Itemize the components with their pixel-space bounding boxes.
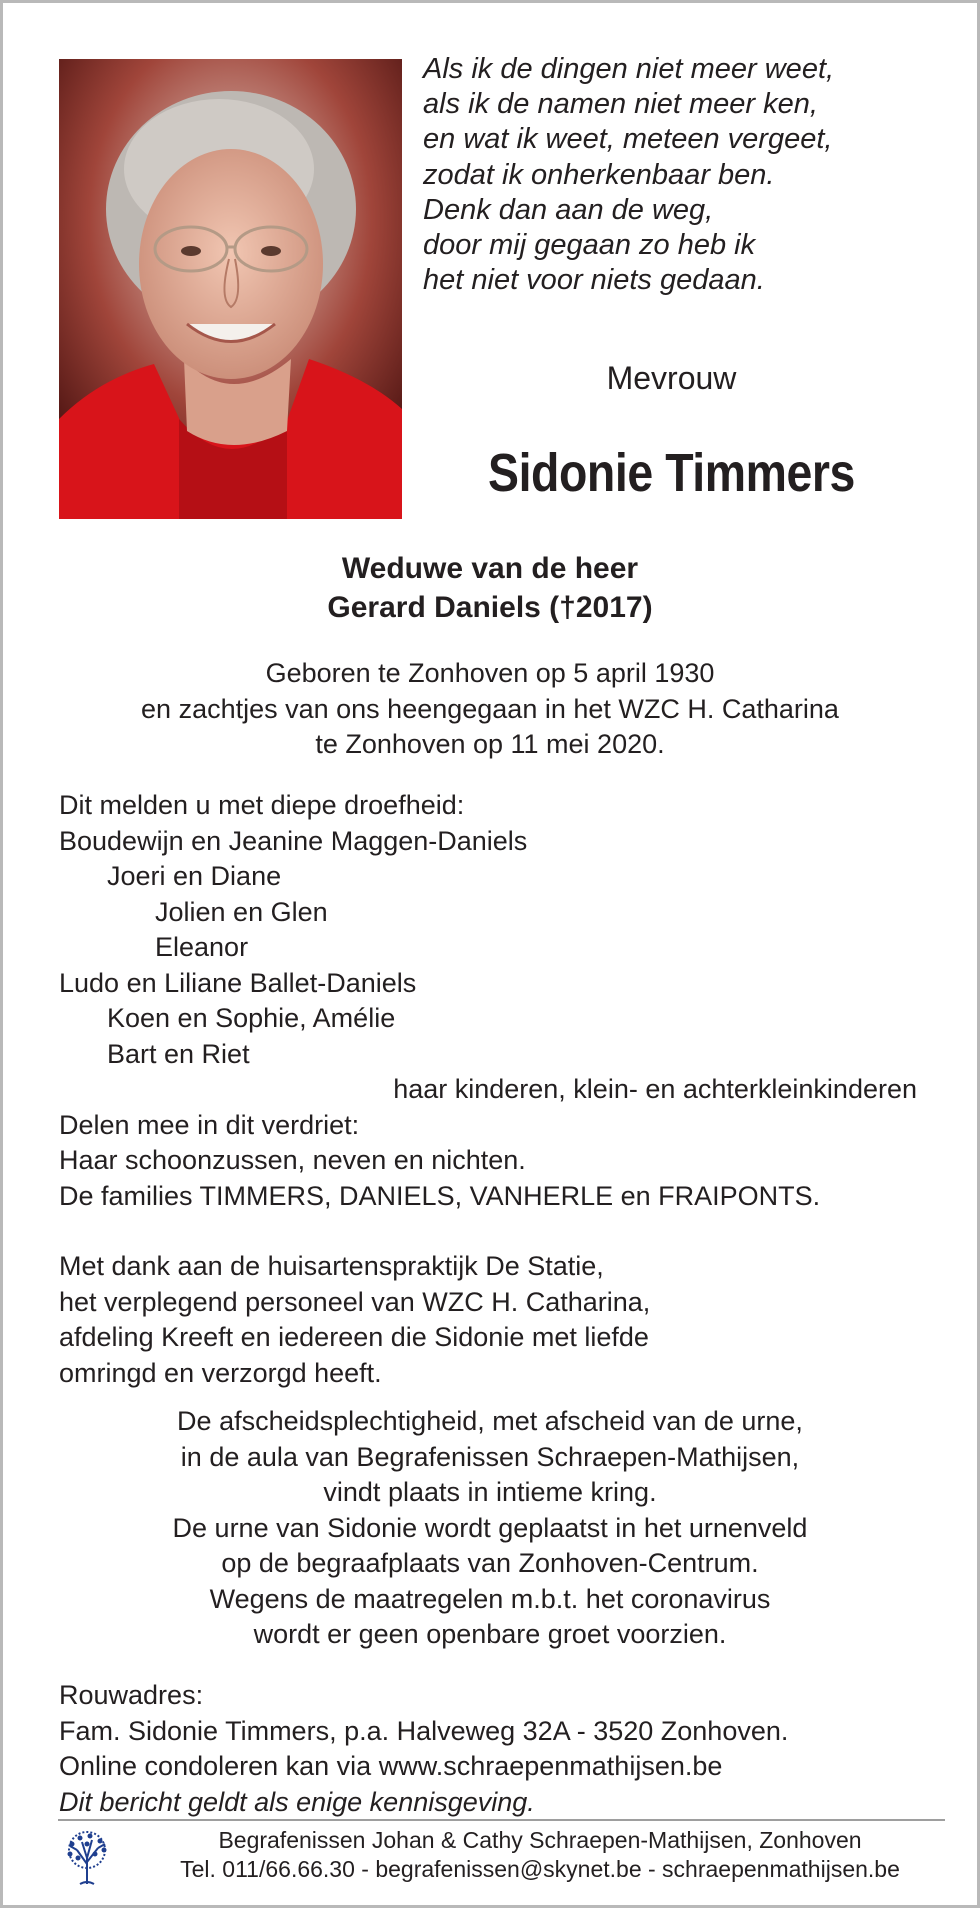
- share-line: De families TIMMERS, DANIELS, VANHERLE en FRAIPONTS.: [59, 1180, 821, 1211]
- born-line: en zachtjes van ons heengegaan in het WZC H. Catharina: [141, 693, 839, 724]
- ceremony-line: in de aula van Begrafenissen Schraepen-Mathijsen,: [180, 1441, 800, 1472]
- notice-note: Dit bericht geldt als enige kennisgeving.: [59, 1786, 535, 1817]
- salutation: Mevrouw: [606, 360, 737, 396]
- family-relation: haar kinderen, klein- en achterkleinkinderen: [393, 1074, 917, 1104]
- thanks-line: Met dank aan de huisartenspraktijk De Statie,: [59, 1251, 604, 1281]
- born-line: Geboren te Zonhoven op 5 april 1930: [265, 658, 715, 688]
- family-member: Joeri en Diane: [107, 861, 282, 891]
- ceremony-line: De afscheidsplechtigheid, met afscheid van de urne,: [177, 1406, 803, 1436]
- family-member: Boudewijn en Jeanine Maggen-Daniels: [59, 825, 528, 856]
- mourning-address: [59, 1678, 959, 1820]
- share-line: Haar schoonzussen, neven en nichten.: [59, 1145, 526, 1175]
- widow-line-1: Weduwe van de heer: [341, 552, 639, 585]
- footer-divider: [58, 1819, 945, 1821]
- family-announcement: [59, 788, 959, 1214]
- family-member: Ludo en Liliane Ballet-Daniels: [59, 967, 417, 998]
- widow-statement: [0, 549, 980, 627]
- share-intro: Delen mee in dit verdriet:: [59, 1109, 360, 1140]
- portrait-photo: [59, 59, 402, 519]
- family-member: Koen en Sophie, Amélie: [107, 1003, 396, 1033]
- ceremony-line: vindt plaats in intieme kring.: [323, 1477, 657, 1507]
- thanks-line: afdeling Kreeft en iedereen die Sidonie met liefde: [59, 1322, 649, 1352]
- ceremony-line: De urne van Sidonie wordt geplaatst in het urnenveld: [172, 1512, 808, 1543]
- thanks-line: omringd en verzorgd heeft.: [59, 1357, 382, 1388]
- deceased-name: Sidonie Timmers: [488, 443, 855, 503]
- family-member: Eleanor: [155, 932, 249, 962]
- tree-logo-icon: [60, 1828, 114, 1888]
- ceremony-paragraph: [0, 1404, 980, 1653]
- born-line: te Zonhoven op 11 mei 2020.: [315, 729, 665, 759]
- address-line: Fam. Sidonie Timmers, p.a. Halveweg 32A - 3520 Zonhoven.: [59, 1715, 789, 1746]
- thanks-line: het verplegend personeel van WZC H. Catharina,: [59, 1286, 651, 1317]
- ceremony-line: wordt er geen openbare groet voorzien.: [253, 1619, 727, 1649]
- funeral-home-footer: [120, 1826, 960, 1884]
- birth-death-statement: [0, 656, 980, 763]
- address-heading: Rouwadres:: [59, 1680, 204, 1710]
- family-intro: Dit melden u met diepe droefheid:: [59, 790, 465, 820]
- ceremony-line: op de begraafplaats van Zonhoven-Centrum.: [221, 1548, 759, 1578]
- family-member: Bart en Riet: [107, 1038, 250, 1069]
- footer-line-1: Begrafenissen Johan & Cathy Schraepen-Mathijsen, Zonhoven: [218, 1827, 862, 1853]
- family-member: Jolien en Glen: [155, 896, 328, 927]
- widow-line-2: Gerard Daniels (†2017): [327, 591, 653, 624]
- online-condolence: Online condoleren kan via www.schraepenmathijsen.be: [59, 1751, 723, 1781]
- ceremony-line: Wegens de maatregelen m.b.t. het coronavirus: [209, 1583, 771, 1614]
- footer-line-2: Tel. 011/66.66.30 - begrafenissen@skynet.be - schraepenmathijsen.be: [180, 1856, 900, 1882]
- poem: Als ik de dingen niet meer weet, als ik de namen niet meer ken, en wat ik weet, meteen vergeet, zodat ik onherkenbaar ben. Denk dan aan de weg, door mij gegaan zo heb ik het niet voor niets gedaan.: [423, 53, 835, 297]
- thanks-paragraph: [59, 1249, 959, 1391]
